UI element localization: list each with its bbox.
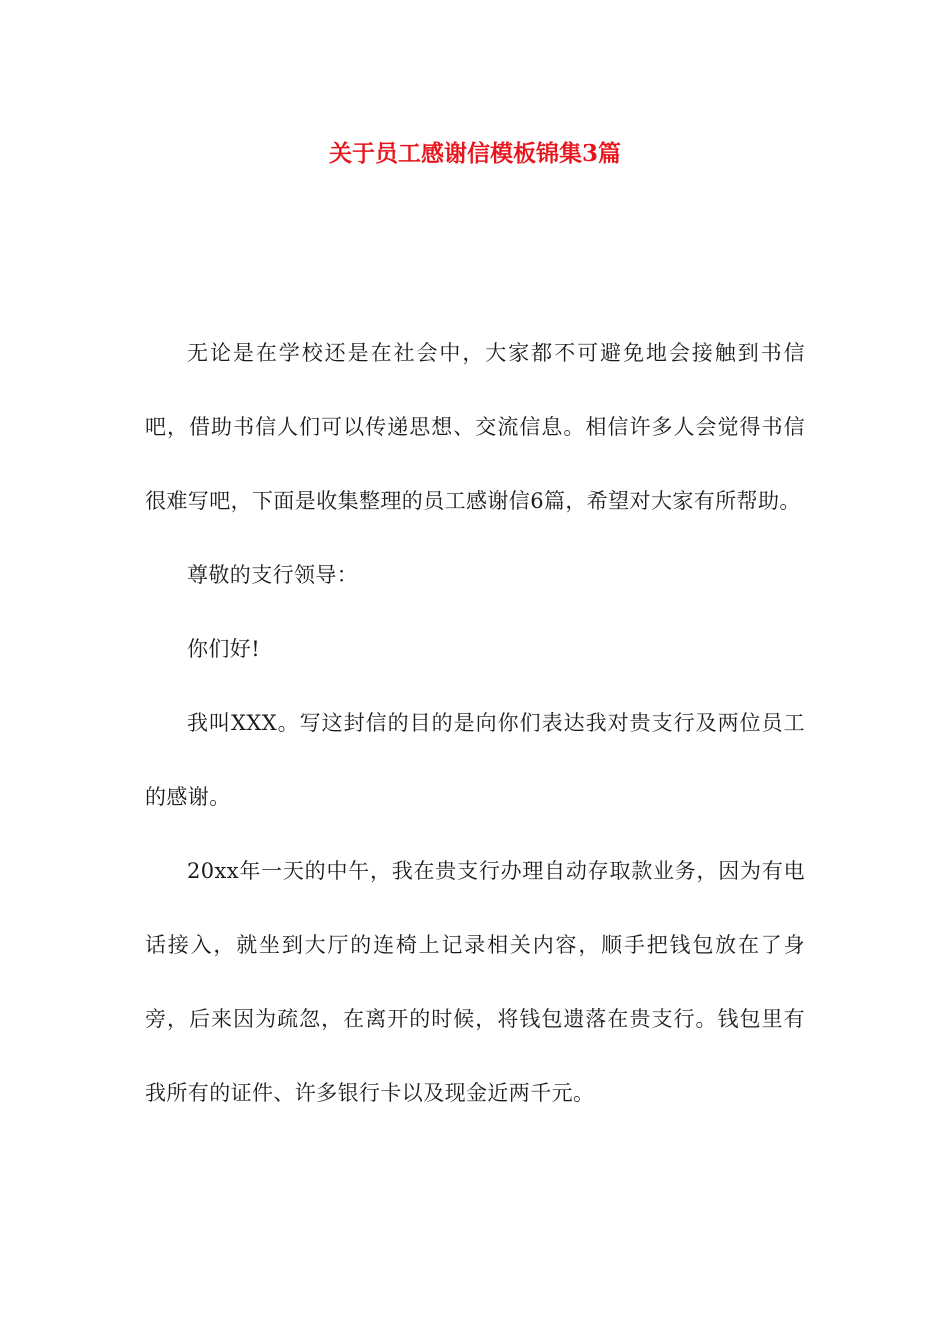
paragraph-story: 20xx年一天的中午，我在贵支行办理自动存取款业务，因为有电话接入，就坐到大厅的连椅上记录相关内容，顺手把钱包放在了身旁，后来因为疏忽，在离开的时候，将钱包遗落在贵支行。钱包里有我所有的证件、许多银行卡以及现金近两千元。 <box>145 859 805 1105</box>
document-title: 关于员工感谢信模板锦集3篇 <box>328 140 621 167</box>
paragraph-greeting: 你们好! <box>187 637 261 661</box>
paragraph-salutation: 尊敬的支行领导： <box>187 563 359 587</box>
document-body <box>145 316 805 1130</box>
paragraph-intro: 无论是在学校还是在社会中，大家都不可避免地会接触到书信吧，借助书信人们可以传递思想、交流信息。相信许多人会觉得书信很难写吧，下面是收集整理的员工感谢信6篇，希望对大家有所帮助。 <box>145 341 805 513</box>
paragraph-purpose: 我叫XXX。写这封信的目的是向你们表达我对贵支行及两位员工的感谢。 <box>145 711 805 809</box>
